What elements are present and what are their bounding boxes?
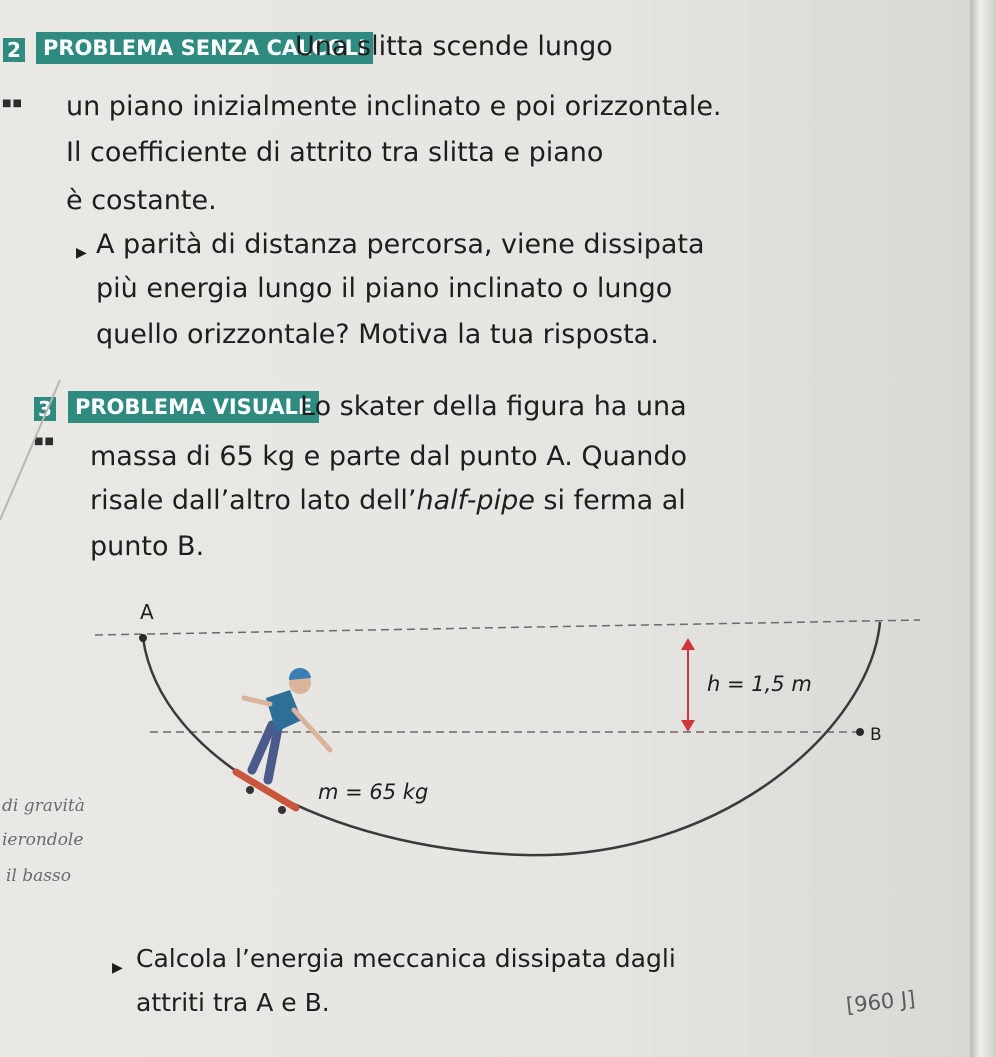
- point-b-dot: [856, 728, 864, 736]
- half-pipe-figure: [0, 580, 960, 880]
- problem-2-difficulty: ■■: [2, 98, 23, 109]
- height-label: h = 1,5 m: [707, 672, 812, 696]
- problem-3-line-3: [90, 484, 686, 518]
- half-pipe-term: half-pipe: [416, 485, 535, 516]
- point-b-label: B: [870, 725, 882, 745]
- handwritten-note-2: ierondole: [2, 830, 84, 850]
- bullet-triangle-icon: ▶: [112, 960, 123, 976]
- problem-2-line-4: è costante.: [66, 185, 217, 216]
- top-reference-line: [95, 620, 920, 635]
- handwritten-note-1: di gravità: [2, 796, 85, 816]
- problem-2-question-2: più energia lungo il piano inclinato o lungo: [96, 273, 673, 304]
- problem-2-tag: PROBLEMA SENZA CALCOLI: [36, 32, 373, 64]
- problem-3-line-1: Lo skater della figura ha una: [300, 391, 687, 422]
- problem-3-tag: PROBLEMA VISUALE: [68, 391, 319, 423]
- problem-3-number: 3: [34, 397, 56, 421]
- problem-3-line-4: punto B.: [90, 531, 205, 562]
- problem-2-line-2: un piano inizialmente inclinato e poi orizzontale.: [66, 91, 722, 122]
- height-arrow-top: [681, 638, 695, 650]
- problem-3-difficulty: ■■: [34, 436, 55, 447]
- problem-2-line-3: Il coefficiente di attrito tra slitta e piano: [66, 137, 604, 168]
- handwritten-note-3: il basso: [6, 866, 71, 886]
- answer: [960 J]: [844, 986, 917, 1018]
- problem-2-question-1: A parità di distanza percorsa, viene dissipata: [96, 229, 705, 260]
- skater-illustration: [236, 668, 330, 814]
- bullet-triangle-icon: ▶: [76, 245, 87, 261]
- problem-3-line-2: massa di 65 kg e parte dal punto A. Quando: [90, 441, 688, 472]
- problem-3-line-3b: si ferma al: [534, 485, 686, 516]
- problem-3-question-2: attriti tra A e B.: [136, 988, 330, 1017]
- problem-3-question-1: Calcola l’energia meccanica dissipata dagli: [136, 944, 676, 973]
- point-a-dot: [139, 634, 147, 642]
- problem-3-line-3a: risale dall’altro lato dell’: [90, 485, 417, 516]
- mass-label: m = 65 kg: [318, 780, 429, 804]
- book-spine: [970, 0, 996, 1057]
- half-pipe-curve: [143, 622, 880, 855]
- problem-2-question-3: quello orizzontale? Motiva la tua risposta.: [96, 319, 659, 350]
- point-a-label: A: [140, 600, 154, 624]
- problem-2-line-1: Una slitta scende lungo: [295, 31, 613, 62]
- margin-stroke: [0, 380, 70, 540]
- height-arrow-bottom: [681, 720, 695, 732]
- problem-2-number: 2: [3, 38, 25, 62]
